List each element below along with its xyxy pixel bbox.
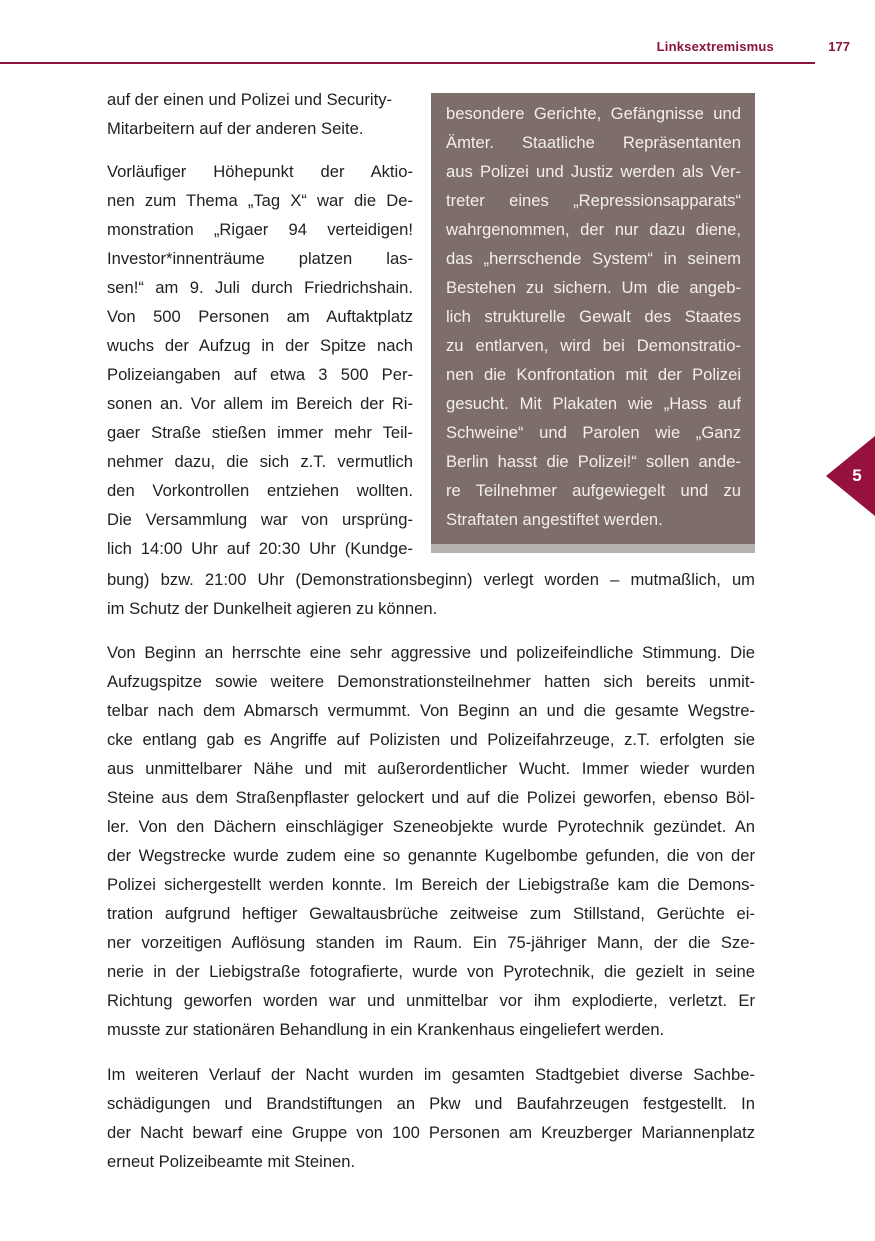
body-line: Von Beginn an herrschte eine sehr aggressive und polizeifeindliche Stimmung. Die xyxy=(107,643,755,662)
column-line: den Vorkontrollen entziehen wollten. xyxy=(107,481,413,500)
running-header-title: Linksextremismus xyxy=(656,39,774,54)
body-line: Polizei sichergestellt werden konnte. Im Bereich der Liebigstraße kam die Demons- xyxy=(107,875,755,894)
column-line: Von 500 Personen am Auftaktplatz xyxy=(107,307,413,326)
info-box-line: nen die Konfrontation mit der Polizei xyxy=(446,365,741,384)
chapter-number: 5 xyxy=(852,466,862,485)
info-box-line: zu entlarven, wird bei Demonstratio- xyxy=(446,336,741,355)
info-box-line: Ämter. Staatliche Repräsentanten xyxy=(446,133,741,152)
body-line: tration aufgrund heftiger Gewaltausbrüche zeitweise zum Stillstand, Gerüchte ei- xyxy=(107,904,755,923)
body-line: bung) bzw. 21:00 Uhr (Demonstrationsbeginn) verlegt worden – mutmaßlich, um xyxy=(107,570,755,589)
body-line: erneut Polizeibeamte mit Steinen. xyxy=(107,1152,356,1171)
info-box-line: Berlin hasst die Polizei!“ sollen ande- xyxy=(446,452,741,471)
column-line: nehmer dazu, die sich z.T. vermutlich xyxy=(107,452,413,471)
info-box-line: Straftaten angestiftet werden. xyxy=(446,510,663,529)
info-box-line: wahrgenommen, der nur dazu diene, xyxy=(446,220,741,239)
page-number: 177 xyxy=(828,39,850,54)
info-box-line: Bestehen zu sichern. Um die angeb- xyxy=(446,278,741,297)
column-line: sen!“ am 9. Juli durch Friedrichshain. xyxy=(107,278,413,297)
column-line: Polizeiangaben auf etwa 3 500 Per- xyxy=(107,365,413,384)
info-box-line: besondere Gerichte, Gefängnisse und xyxy=(446,104,741,123)
column-line: nen zum Thema „Tag X“ war die De- xyxy=(107,191,413,210)
column-line: lich 14:00 Uhr auf 20:30 Uhr (Kundge- xyxy=(107,539,413,558)
column-line: Vorläufiger Höhepunkt der Aktio- xyxy=(107,162,413,181)
body-line: der Wegstrecke wurde zudem eine so genannte Kugelbombe gefunden, die von der xyxy=(107,846,755,865)
body-line: cke entlang gab es Angriffe auf Polizisten und Polizeifahrzeuge, z.T. erfolgten sie xyxy=(107,730,755,749)
column-line: gaer Straße stießen immer mehr Teil- xyxy=(107,423,413,442)
body-line: Richtung geworfen worden war und unmittelbar vor ihm explodierte, verletzt. Er xyxy=(107,991,755,1010)
body-line: musste zur stationären Behandlung in ein Krankenhaus eingeliefert werden. xyxy=(107,1020,665,1039)
info-box-line: lich strukturelle Gewalt des Staates xyxy=(446,307,741,326)
info-box-line: gesucht. Mit Plakaten wie „Hass auf xyxy=(446,394,741,413)
body-line: aus unmittelbarer Nähe und mit außerordentlicher Wucht. Immer wieder wurden xyxy=(107,759,755,778)
column-line: Die Versammlung war von ursprüng- xyxy=(107,510,413,529)
body-line: ner vorzeitigen Auflösung standen im Raum. Ein 75-jähriger Mann, der die Sze- xyxy=(107,933,755,952)
column-line: Investor*innenträume platzen las- xyxy=(107,249,413,268)
column-line: wuchs der Aufzug in der Spitze nach xyxy=(107,336,413,355)
column-line: sonen an. Vor allem im Bereich der Ri- xyxy=(107,394,413,413)
body-line: Im weiteren Verlauf der Nacht wurden im gesamten Stadtgebiet diverse Sachbe- xyxy=(107,1065,755,1084)
body-line: Aufzugspitze sowie weitere Demonstrationsteilnehmer hatten sich bereits unmit- xyxy=(107,672,755,691)
body-line: der Nacht bewarf eine Gruppe von 100 Personen am Kreuzberger Mariannenplatz xyxy=(107,1123,755,1142)
info-box-line: re Teilnehmer aufgewiegelt und zu xyxy=(446,481,741,500)
body-line: nerie in der Liebigstraße fotografierte, wurde von Pyrotechnik, die gezielt in seine xyxy=(107,962,755,981)
body-line: schädigungen und Brandstiftungen an Pkw und Baufahrzeugen festgestellt. In xyxy=(107,1094,755,1113)
info-box-line: aus Polizei und Justiz werden als Ver- xyxy=(446,162,741,181)
column-line: auf der einen und Polizei und Security- xyxy=(107,90,393,109)
body-line: im Schutz der Dunkelheit agieren zu können. xyxy=(107,599,438,618)
info-box-line: das „herrschende System“ in seinem xyxy=(446,249,741,268)
body-line: ler. Von den Dächern einschlägiger Szeneobjekte wurde Pyrotechnik gezündet. An xyxy=(107,817,755,836)
body-line: Steine aus dem Straßenpflaster gelockert und auf die Polizei geworfen, ebenso Böl- xyxy=(107,788,755,807)
info-box-line: treter eines „Repressionsapparats“ xyxy=(446,191,741,210)
column-line: monstration „Rigaer 94 verteidigen! xyxy=(107,220,413,239)
column-line: Mitarbeitern auf der anderen Seite. xyxy=(107,119,364,138)
body-line: telbar nach dem Abmarsch vermummt. Von Beginn an und die gesamte Wegstre- xyxy=(107,701,755,720)
header-rule xyxy=(0,62,815,64)
info-box-line: Schweine“ und Parolen wie „Ganz xyxy=(446,423,741,442)
